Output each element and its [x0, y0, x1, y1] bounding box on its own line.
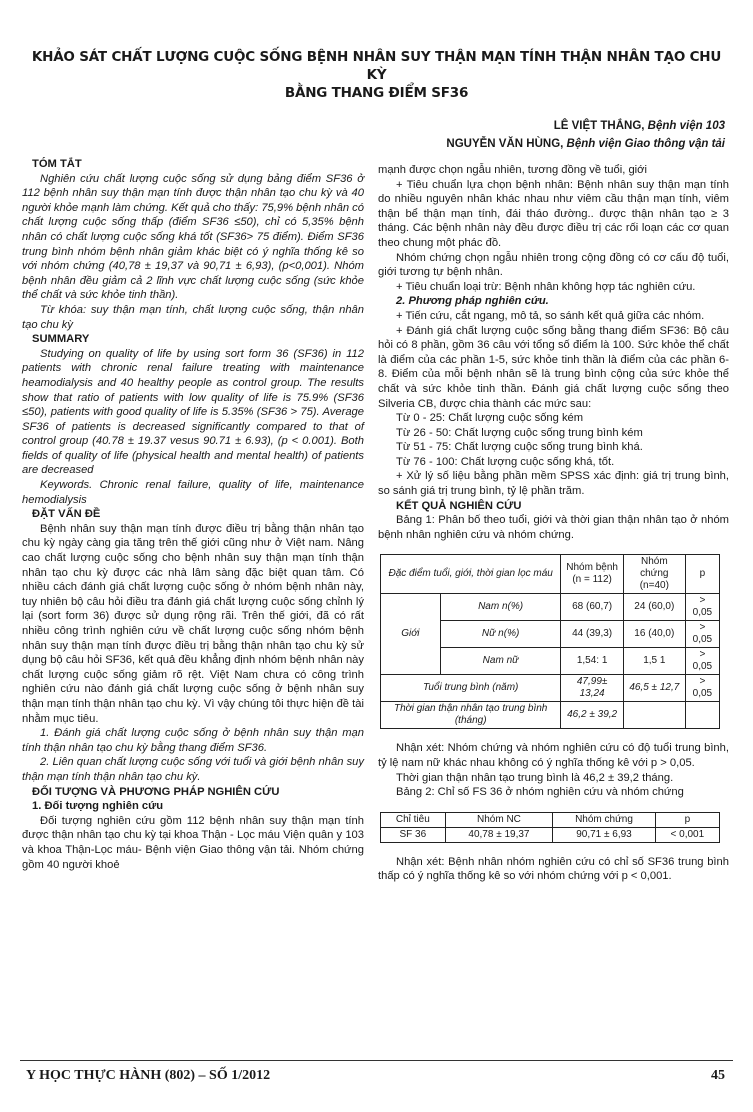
remark-1b: Thời gian thận nhân tạo trung bình là 46,2 ± 39,2 tháng. [396, 771, 674, 784]
page-number: 45 [711, 1068, 725, 1083]
table-cell: Tuổi trung bình (năm) [381, 675, 561, 702]
abstract-vi: Nghiên cứu chất lượng cuộc sống sử dụng bảng điểm SF36 ở 112 bệnh nhân suy thận mạn tính được thận nhân tạo chu kỳ và 40 người khỏe mạnh làm chứng. Kết quả cho thấy: 75,9% bệnh nhân có chất lượng cuộc sống thấp (điểm SF36 ≤50), chỉ có 5,35% bệnh nhân có chất lượng cuộc sống khá tốt (SF36> 75 điểm). Điểm SF36 trung bình nhóm bệnh nhân giảm khác biệt có ý nghĩa thống kê so với nhóm chứng (40,78 ± 19,37 và 90,71 ± 6,93), (p<0,001). Nhóm bệnh nhân đều giảm cả 2 lĩnh vực chất lượng cuộc sống (sức khỏe thể chất và sức khỏe tinh thần). [22, 172, 364, 302]
table-cell: Chỉ tiêu [381, 812, 446, 827]
table-cell [561, 555, 623, 594]
objective-2: 2. Liên quan chất lượng cuộc sống với tuổi và giới bệnh nhân suy thận mạn tính thận nhân tạo chu kỳ. [22, 756, 364, 783]
section-heading-datvande: ĐẶT VẤN ĐỀ [32, 508, 101, 521]
author-name: NGUYỄN VĂN HÙNG [446, 138, 561, 150]
article-title [20, 48, 733, 102]
table-cell: 46,5 ± 12,7 [623, 675, 685, 702]
table-cell: 68 (60,7) [561, 594, 623, 621]
section-heading-results: KẾT QUẢ NGHIÊN CỨU [396, 499, 522, 512]
table-cell: 90,71 ± 6,93 [553, 827, 655, 842]
table-cell: 1,54: 1 [561, 648, 623, 675]
table-1-caption: Bảng 1: Phân bố theo tuổi, giới và thời gian thận nhân tạo ở nhóm bệnh nhân nghiên cứu và nhóm chứng. [378, 514, 729, 541]
section-heading-tomtat: TÓM TẮT [32, 158, 82, 170]
right-column [378, 163, 729, 884]
author-1: LÊ VIỆT THẮNG, Bệnh viện 103 [553, 120, 725, 132]
control-group: Nhóm chứng chọn ngẫu nhiên trong cộng đồng có cơ cấu độ tuổi, giới tương tự bệnh nhân. [378, 251, 729, 279]
remark-2: Nhận xét: Bệnh nhân nhóm nghiên cứu có chỉ số SF36 trung bình thấp có ý nghĩa thống kê so với nhóm chứng với p < 0,001. [378, 855, 729, 883]
author-affiliation: Bệnh viện 103 [647, 120, 725, 132]
keywords-vi: Từ khóa: suy thận mạn tính, chất lượng cuộc sống, thận nhân tạo chu kỳ [22, 303, 364, 331]
table-cell: Nam n(%) [440, 594, 561, 621]
table-1 [380, 554, 720, 729]
table-header-text: Nhóm bệnh [566, 562, 618, 574]
table-row [381, 594, 720, 621]
footer-divider [20, 1060, 733, 1061]
title-line-1: KHẢO SÁT CHẤT LƯỢNG CUỘC SỐNG BỆNH NHÂN SUY THẬN MẠN TÍNH THẬN NHÂN TẠO CHU KỲ [31, 49, 722, 83]
author-block [446, 117, 725, 153]
table-cell: > 0,05 [685, 594, 719, 621]
table-header-text: (n = 112) [572, 574, 612, 586]
table-row [381, 555, 720, 594]
objective-1: 1. Đánh giá chất lượng cuộc sống ở bệnh nhân suy thận mạn tính thận nhân tạo chu kỳ bằng thang điểm SF36. [22, 727, 364, 754]
table-cell: 40,78 ± 19,37 [445, 827, 553, 842]
table-cell: > 0,05 [685, 675, 719, 702]
table-cell: Thời gian thận nhân tạo trung bình (tháng) [381, 702, 561, 729]
table-header-text: Nhóm chứng [640, 556, 669, 580]
table-cell: 1,5 1 [623, 648, 685, 675]
title-line-2: BẰNG THANG ĐIỂM SF36 [284, 85, 469, 101]
level-2: Từ 26 - 50: Chất lượng cuộc sống trung bình kém [396, 426, 643, 439]
remark-1: Nhận xét: Nhóm chứng và nhóm nghiên cứu có độ tuổi trung bình, tỷ lệ nam nữ khác nhau không có ý nghĩa thống kê với p > 0,05. [378, 742, 729, 770]
table-cell: < 0,001 [655, 827, 719, 842]
table-cell [623, 702, 685, 729]
table-header-text: (n=40) [639, 580, 669, 592]
table-cell: SF 36 [381, 827, 446, 842]
table-row [381, 827, 720, 842]
table-row [381, 812, 720, 827]
table-cell: Giới [381, 594, 441, 675]
method-sf36: + Đánh giá chất lượng cuộc sống bằng thang điểm SF36: Bộ câu hỏi có 8 phần, gồm 36 câu với tổng số điểm là 100. Sức khỏe thể chất là điểm của các phần 1-5, sức khỏe tinh thần là điểm của các phần 6-8. Điểm của mỗi bệnh nhân sẽ là trung bình cộng của sức khỏe thể chất và sức khỏe tinh thần. Đánh giá chất lượng cuộc sống theo Silveria CB, được chia thành các mức sau: [378, 324, 729, 410]
table-cell [685, 702, 719, 729]
level-4: Từ 76 - 100: Chất lượng cuộc sống khá, tốt. [396, 455, 615, 468]
table-cell: Nhóm NC [445, 812, 553, 827]
author-2: NGUYỄN VĂN HÙNG, Bệnh viện Giao thông vận tải [446, 138, 725, 150]
intro-paragraph: Bệnh nhân suy thận mạn tính được điều trị bằng thận nhân tạo chu kỳ ngày càng gia tăng trên thế giới cũng như ở Việt nam. Nâng cao chất lượng cuộc sống cho bệnh nhân suy thận mạn tính thận nhân tạo chu kỳ được các nhà lâm sàng đặc biệt quan tâm. Có nhiều cách đánh giá chất lượng cuộc sống ở nhóm bệnh nhân này, tuy nhiên bộ câu hỏi điều tra đánh giá chất lượng cuộc sống chỉnh lý lại (sort form 36) được sử dụng rộng rãi. Trên thế giới, đã có rất nhiều công trình nghiên cứu về chất lượng cuộc sống nhóm bệnh nhân suy thận mạn tính được điều trị bằng thận nhân tạo chu kỳ sử dụng bộ câu hỏi SF36, kết quả đều khẳng định nhóm bệnh nhân này chất lượng cuộc sống giảm rõ rệt. Việt Nam chưa có công trình nghiên cứu nào đánh giá chất lượng cuộc sống ở bệnh nhân suy thận mạn tính thận nhân tạo chu kỳ. Vì vậy chúng tôi thực hiện đề tài nhằm mục tiêu. [22, 522, 364, 725]
level-1: Từ 0 - 25: Chất lượng cuộc sống kém [396, 412, 584, 425]
left-column [22, 157, 364, 872]
subsection-heading-subjects: 1. Đối tượng nghiên cứu [32, 800, 164, 813]
table-cell: Đặc điểm tuổi, giới, thời gian lọc máu [381, 555, 561, 594]
subsection-heading-method [378, 294, 729, 309]
method-stats: + Xử lý số liệu bằng phần mềm SPSS xác định: giá trị trung bình, so sánh giá trị trung bình, tỷ lệ phần trăm. [378, 470, 729, 498]
table-cell: > 0,05 [685, 648, 719, 675]
author-affiliation: Bệnh viện Giao thông vận tải [566, 138, 725, 150]
level-3: Từ 51 - 75: Chất lượng cuộc sống trung bình khá. [396, 441, 643, 454]
table-row [381, 675, 720, 702]
table-2 [380, 812, 720, 843]
table-2-caption: Bảng 2: Chỉ số FS 36 ở nhóm nghiên cứu và nhóm chứng [396, 786, 684, 799]
keywords-en: Keywords. Chronic renal failure, quality of life, maintenance hemodialysis [22, 479, 364, 506]
table-cell: 46,2 ± 39,2 [561, 702, 623, 729]
inclusion-criteria: + Tiêu chuẩn lựa chọn bệnh nhân: Bệnh nhân suy thận mạn tính do nhiều nguyên nhân khác nhau như viêm cầu thận mạn tính, viêm thận bể thận mạn tính, đái tháo đường.. được thận nhân tạo ≥ 3 tháng. Các bệnh nhân này đều được điều trị các rối loạn các cơ quan theo chung một phác đồ. [378, 178, 729, 249]
table-cell: p [655, 812, 719, 827]
subjects-paragraph: Đối tượng nghiên cứu gồm 112 bệnh nhân suy thận mạn tính được thận nhân tạo chu kỳ tại khoa Thận - Lọc máu Viện quân y 103 và khoa Thận-Lọc máu- Bệnh viện Giao thông vận tải. Nhóm chứng gồm 40 người khoẻ [22, 814, 364, 871]
subjects-continued: mạnh được chọn ngẫu nhiên, tương đồng về tuổi, giới [378, 164, 647, 176]
method-heading-text: 2. Phương pháp nghiên cứu. [396, 295, 549, 308]
table-cell: 44 (39,3) [561, 621, 623, 648]
table-cell: Nữ n(%) [440, 621, 561, 648]
table-row [381, 702, 720, 729]
journal-footer: Y HỌC THỰC HÀNH (802) – SỐ 1/2012 [26, 1068, 271, 1083]
exclusion-criteria: + Tiêu chuẩn loại trừ: Bệnh nhân không hợp tác nghiên cứu. [396, 280, 696, 293]
table-cell: > 0,05 [685, 621, 719, 648]
table-cell: 16 (40,0) [623, 621, 685, 648]
table-cell [623, 555, 685, 594]
table-cell: p [685, 555, 719, 594]
table-cell: 47,99± 13,24 [561, 675, 623, 702]
table-cell: 24 (60,0) [623, 594, 685, 621]
method-design: + Tiến cứu, cắt ngang, mô tả, so sánh kết quả giữa các nhóm. [396, 309, 705, 322]
section-heading-summary: SUMMARY [32, 333, 90, 346]
table-cell: Nhóm chứng [553, 812, 655, 827]
abstract-en: Studying on quality of life by using sort form 36 (SF36) in 112 patients with chronic renal failure treating with maintenance heamodialysis and 40 healthy people as control group. The results show that ratio of patients with low quality of life is 75.9% (SF36 ≤50), patients with good quality of life is 5.35% (SF36 > 75). Average SF36 of patients is decreased significantly compared to that of control group (40.78 ± 19.37 vesus 90.71 ± 6.93), (p < 0.001). Both fields of quality of life (physical health and mental health) of patients are decreased [22, 347, 364, 477]
table-cell: Nam nữ [440, 648, 561, 675]
author-name: LÊ VIỆT THẮNG [553, 120, 642, 132]
section-heading-methods: ĐỐI TƯỢNG VÀ PHƯƠNG PHÁP NGHIÊN CỨU [32, 785, 280, 798]
